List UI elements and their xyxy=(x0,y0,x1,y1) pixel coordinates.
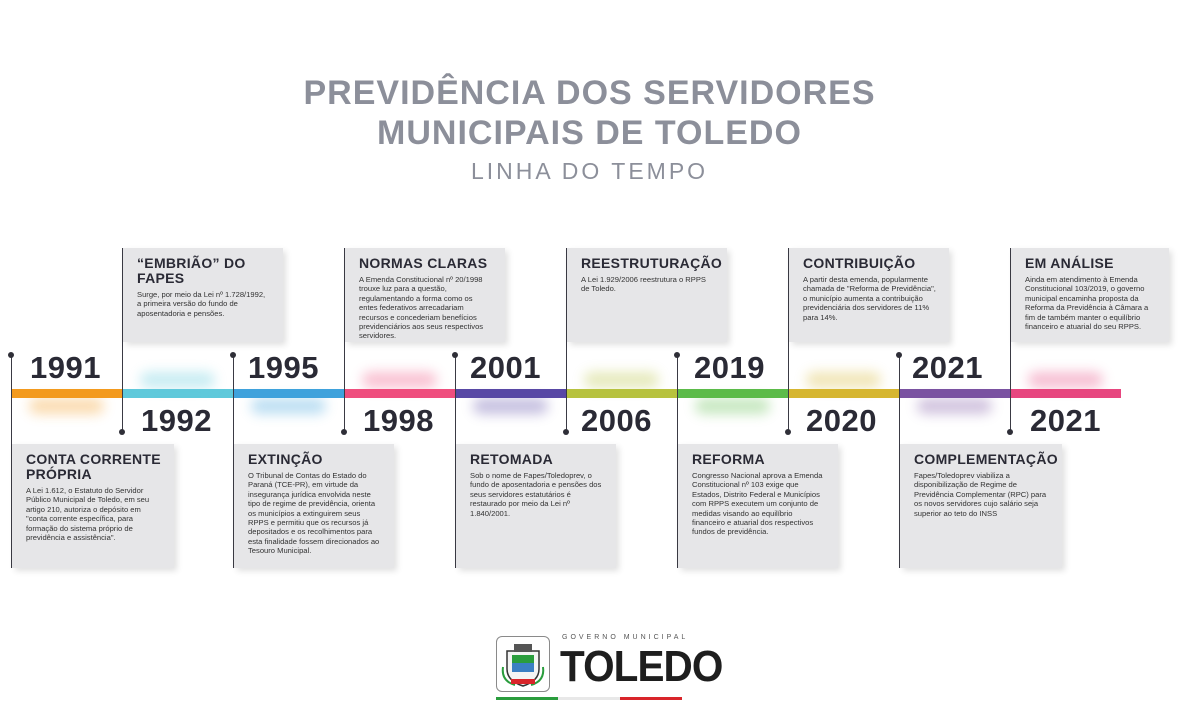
timeline-dot xyxy=(8,352,14,358)
timeline-dot xyxy=(341,429,347,435)
timeline-glow xyxy=(251,398,326,414)
event-card xyxy=(456,444,616,568)
timeline-dot xyxy=(563,429,569,435)
red-stripe xyxy=(620,697,682,700)
timeline-dot xyxy=(674,352,680,358)
page-title-line-2: MUNICIPAIS DE TOLEDO xyxy=(377,114,802,152)
event-card xyxy=(123,248,283,342)
white-stripe xyxy=(558,697,620,700)
event-title: RETOMADA xyxy=(470,451,554,467)
timeline-dot xyxy=(119,429,125,435)
page-title-line-1: PREVIDÊNCIA DOS SERVIDORES xyxy=(303,74,876,112)
year-label: 2019 xyxy=(694,350,765,385)
event-card xyxy=(12,444,174,568)
event-card xyxy=(345,248,505,342)
page-subtitle: LINHA DO TEMPO xyxy=(470,158,709,184)
timeline-segment xyxy=(677,389,788,398)
event-card xyxy=(789,248,949,342)
year-label: 2021 xyxy=(1030,403,1101,438)
timeline-segment xyxy=(344,389,455,398)
timeline-segment xyxy=(122,389,233,398)
timeline-glow xyxy=(584,372,659,388)
timeline-dot xyxy=(230,352,236,358)
event-title: REESTRUTURAÇÃO xyxy=(581,255,723,271)
event-title: EM ANÁLISE xyxy=(1025,255,1114,271)
event-text: A Lei 1.929/2006 reestrutura o RPPS de Toledo. xyxy=(581,275,706,294)
event-text: Surge, por meio da Lei nº 1.728/1992, a primeira versão do fundo de aposentadoria e pensões. xyxy=(137,290,266,318)
timeline-segment xyxy=(455,389,566,398)
event-title: COMPLEMENTAÇÃO xyxy=(914,451,1058,467)
timeline-segment xyxy=(566,389,677,398)
event-text: Congresso Nacional aprova a Emenda Constitucional nº 103 exige que Estados, Distrito Federal e Municípios com RPPS executem um conjunto de medidas visando ao equilíbrio financeiro e atuarial dos respectivos fundos de previdência. xyxy=(692,471,823,537)
timeline-dot xyxy=(1007,429,1013,435)
event-title: EXTINÇÃO xyxy=(248,451,323,467)
year-label: 1998 xyxy=(363,403,434,438)
timeline-glow xyxy=(473,398,548,414)
event-text: Sob o nome de Fapes/Toledoprev, o fundo de aposentadoria e pensões dos seus servidores estatutários é restaurado por meio da Lei nº 1.840/2001. xyxy=(470,471,602,518)
timeline-segment xyxy=(1010,389,1121,398)
year-label: 2001 xyxy=(470,350,541,385)
city-name: TOLEDO xyxy=(560,642,723,691)
event-text: A partir desta emenda, popularmente chamada de "Reforma de Previdência", o município aumenta a contribuição previdenciária dos servidores de 11% para 14%. xyxy=(803,275,936,322)
year-label: 1991 xyxy=(30,350,101,385)
event-title: REFORMA xyxy=(692,451,765,467)
event-text: Fapes/Toledoprev viabiliza a disponibilização de Regime de Previdência Complementar (RPC) para os novos servidores cujo salário seja superior ao teto do INSS xyxy=(914,471,1047,518)
event-card xyxy=(900,444,1062,568)
year-label: 1995 xyxy=(248,350,319,385)
timeline-glow xyxy=(362,372,437,388)
event-title: NORMAS CLARAS xyxy=(359,255,488,271)
event-card xyxy=(1011,248,1169,342)
event-title: CONTA CORRENTE PRÓPRIA xyxy=(26,451,161,482)
timeline-glow xyxy=(695,398,770,414)
timeline-glow xyxy=(806,372,881,388)
year-label: 2021 xyxy=(912,350,983,385)
timeline-glow xyxy=(29,398,104,414)
event-card xyxy=(678,444,838,568)
timeline-segment xyxy=(788,389,899,398)
timeline-segment xyxy=(11,389,122,398)
green-stripe xyxy=(496,697,558,700)
year-label: 2020 xyxy=(806,403,877,438)
government-label: GOVERNO MUNICIPAL xyxy=(562,634,689,641)
event-card xyxy=(234,444,394,568)
timeline-dot xyxy=(896,352,902,358)
timeline-glow xyxy=(140,372,215,388)
timeline-segment xyxy=(233,389,344,398)
coat-of-arms-icon xyxy=(496,636,550,692)
timeline-dot xyxy=(785,429,791,435)
event-text: A Lei 1.612, o Estatuto do Servidor Público Municipal de Toledo, em seu artigo 210, autoriza o depósito em "conta corrente específica, para formação do sistema próprio de previdência e assistência". xyxy=(26,486,150,543)
event-title: “EMBRIÃO” DO FAPES xyxy=(137,255,246,286)
year-label: 2006 xyxy=(581,403,652,438)
timeline-dot xyxy=(452,352,458,358)
event-text: Ainda em atendimento à Emenda Constitucional 103/2019, o governo municipal encaminha proposta da Reforma da Previdência à Câmara a fim de também manter o equilíbrio financeiro e atuarial do seu RPPS. xyxy=(1025,275,1149,332)
event-text: A Emenda Constitucional nº 20/1998 trouxe luz para a questão, regulamentando a forma como os entes federativos arrecadariam recursos e concederiam benefícios previdenciários aos seus respectivos servidores. xyxy=(359,275,484,341)
event-title: CONTRIBUIÇÃO xyxy=(803,255,916,271)
event-text: O Tribunal de Contas do Estado do Paraná (TCE-PR), em virtude da insegurança jurídica envolvida neste tipo de regime de previdência, orienta os municípios a extinguirem seus RPPS e permitiu que os recursos já depositados e os recolhimentos para esta finalidade fossem direcionados ao Tesouro Municipal. xyxy=(248,471,380,556)
timeline-glow xyxy=(1028,372,1103,388)
year-label: 1992 xyxy=(141,403,212,438)
timeline-segment xyxy=(899,389,1010,398)
timeline-glow xyxy=(917,398,992,414)
event-card xyxy=(567,248,727,342)
